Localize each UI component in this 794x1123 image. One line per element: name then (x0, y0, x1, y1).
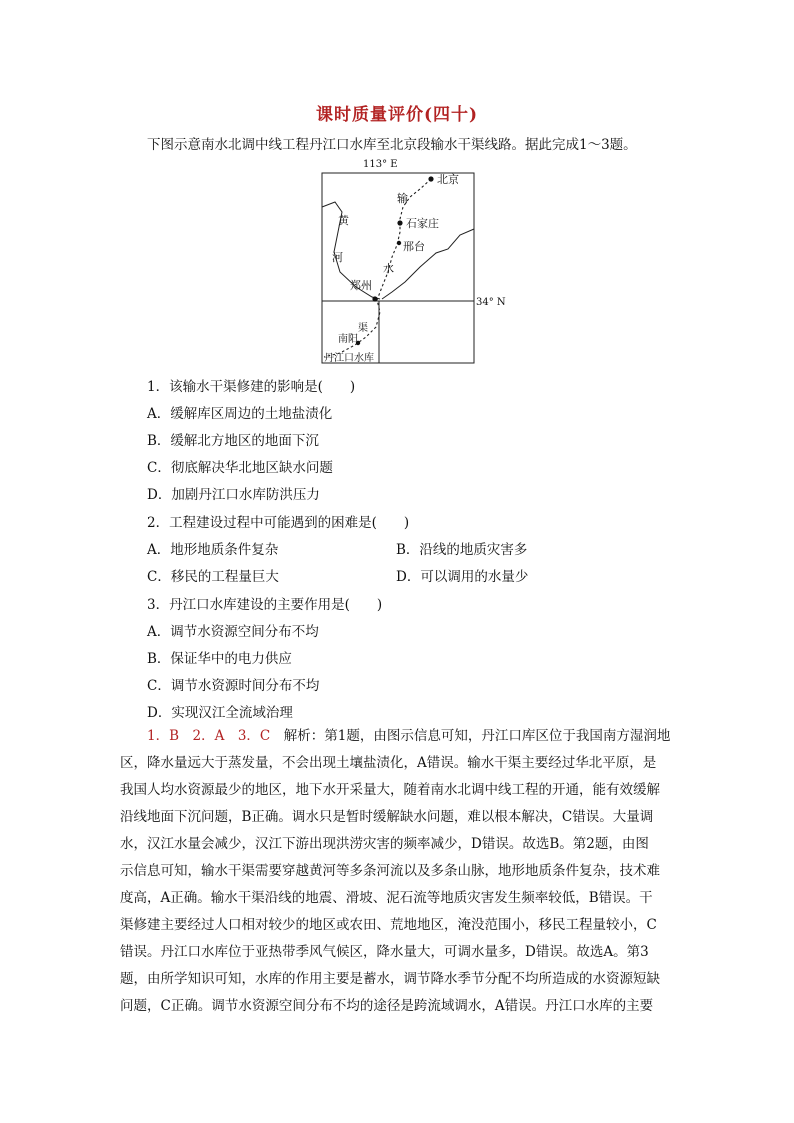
question-3-option-d: D．实现汉江全流域治理 (147, 705, 293, 721)
analysis-line-9: 错误。丹江口水库位于亚热带季风气候区，降水量大，可调水量多，D错误。故选A。第3 (120, 944, 649, 960)
question-2-option-a: A．地形地质条件复杂 (147, 542, 279, 558)
question-1-option-d: D．加剧丹江口水库防洪压力 (147, 487, 320, 503)
beijing-dot (428, 176, 433, 181)
analysis-line-6: 示信息可知，输水干渠需要穿越黄河等多条河流以及多条山脉，地形地质条件复杂，技术难 (120, 863, 660, 879)
question-3-option-b: B．保证华中的电力供应 (147, 651, 292, 667)
analysis-line-11: 问题，C正确。调节水资源空间分布不均的途径是跨流域调水，A错误。丹江口水库的主要 (120, 998, 654, 1014)
analysis-line-5: 水，汉江水量会减少，汉江下游出现洪涝灾害的频率减少，D错误。故选B。第2题，由图 (120, 836, 649, 852)
nanyang-label: 南阳 (338, 334, 358, 345)
canal-char-3: 渠 (358, 323, 368, 334)
river-char-1: 黄 (338, 214, 349, 227)
intro-text: 下图示意南水北调中线工程丹江口水库至北京段输水干渠线路。据此完成1～3题。 (147, 137, 637, 153)
latitude-label: 34° N (476, 297, 506, 308)
analysis-line-3: 我国人均水资源最少的地区，地下水开采量大，随着南水北调中线工程的开通，能有效缓解 (120, 782, 660, 798)
canal-char-1: 输 (397, 192, 408, 205)
longitude-label: 113° E (363, 159, 398, 170)
question-2-stem: 2．工程建设过程中可能遇到的困难是( ) (147, 515, 410, 531)
question-1-option-c: C．彻底解决华北地区缺水问题 (147, 460, 333, 476)
shijiazhuang-label: 石家庄 (406, 217, 439, 230)
analysis-line-1 (120, 723, 676, 750)
xingtai-dot (397, 241, 401, 245)
question-1-option-a: A．缓解库区周边的土地盐渍化 (147, 406, 333, 422)
answer-key: 1．B 2．A 3．C (147, 728, 271, 744)
shijiazhuang-dot (397, 220, 402, 225)
question-3-option-a: A．调节水资源空间分布不均 (147, 624, 319, 640)
question-1-option-b: B．缓解北方地区的地面下沉 (147, 433, 319, 449)
river-char-2: 河 (332, 251, 343, 264)
analysis-line-2: 区，降水量远大于蒸发量，不会出现土壤盐渍化，A错误。输水干渠主要经过华北平原，是 (120, 755, 657, 771)
beijing-label: 北京 (437, 173, 459, 186)
canal-route-map (300, 157, 510, 367)
analysis-line-10: 题，由所学知识可知，水库的作用主要是蓄水，调节降水季节分配不均所造成的水资源短缺 (120, 971, 660, 987)
canal-char-2: 水 (383, 262, 394, 275)
danjiangkou-label: 丹江口水库 (324, 353, 374, 364)
analysis-line-7: 度高，A正确。输水干渠沿线的地震、滑坡、泥石流等地质灾害发生频率较低，B错误。干 (120, 890, 653, 906)
xingtai-label: 邢台 (403, 240, 425, 253)
question-3-stem: 3．丹江口水库建设的主要作用是( ) (147, 597, 383, 613)
question-2-option-d: D．可以调用的水量少 (396, 569, 529, 585)
question-3-option-c: C．调节水资源时间分布不均 (147, 678, 320, 694)
question-2-option-b: B．沿线的地质灾害多 (396, 542, 528, 558)
zhengzhou-dot (372, 296, 377, 301)
answer-analysis (120, 723, 676, 1020)
zhengzhou-label: 郑州 (350, 279, 372, 292)
coastline-line (382, 229, 474, 299)
analysis-text-1: 解析：第1题，由图示信息可知，丹江口库区位于我国南方湿润地 (270, 728, 671, 744)
question-2-option-c: C．移民的工程量巨大 (147, 569, 279, 585)
page-title: 课时质量评价(四十) (315, 105, 479, 125)
analysis-line-4: 沿线地面下沉问题，B正确。调水只是暂时缓解缺水问题，难以根本解决，C错误。大量调 (120, 809, 654, 825)
canal-route-line (324, 179, 431, 357)
question-1-stem: 1．该输水干渠修建的影响是( ) (147, 379, 356, 395)
analysis-line-8: 渠修建主要经过人口相对较少的地区或农田、荒地地区，淹没范围小，移民工程量较小，C (120, 917, 657, 933)
